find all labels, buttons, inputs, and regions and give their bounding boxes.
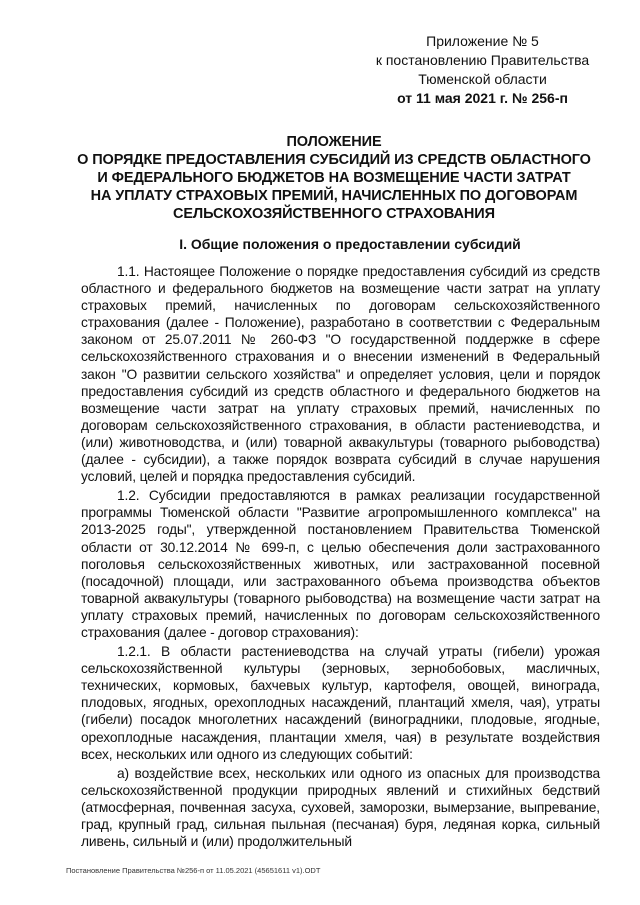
title-line-3: И ФЕДЕРАЛЬНОГО БЮДЖЕТОВ НА ВОЗМЕЩЕНИЕ ЧАСТИ ЗАТРАТ: [97, 170, 571, 186]
title-line-1: ПОЛОЖЕНИЕ: [286, 134, 382, 150]
paragraph-1-1: 1.1. Настоящее Положение о порядке предоставления субсидий из средств областного и федерального бюджетов на возмещение части затрат на уплату страховых премий, начисленных по договорам сельскохозяйственного страхования (далее - Положение), разработано в соответствии с Федеральным законом от 25.07.2011 № 260-ФЗ "О государственной поддержке в сфере сельскохозяйственного страхования и о внесении изменений в Федеральный закон "О развитии сельского хозяйства" и определяет условия, цели и порядок предоставления субсидий из средств областного и федерального бюджетов на возмещение части затрат на уплату страховых премий, начисленных по договорам сельскохозяйственного страхования, в области растениеводства, и (или) животноводства, и (или) товарной аквакультуры (товарного рыбоводства) (далее - субсидии), а также порядок возврата субсидий в случае нарушения условий, целей и порядка предоставления субсидий.: [81, 264, 600, 485]
appendix-date: от 11 мая 2021 г. № 256-п: [397, 90, 568, 106]
title-line-2: О ПОРЯДКЕ ПРЕДОСТАВЛЕНИЯ СУБСИДИЙ ИЗ СРЕДСТВ ОБЛАСТНОГО: [77, 152, 591, 168]
body-text: [81, 263, 600, 852]
title-line-4: НА УПЛАТУ СТРАХОВЫХ ПРЕМИЙ, НАЧИСЛЕННЫХ ПО ДОГОВОРАМ: [90, 188, 578, 204]
appendix-block: [360, 32, 605, 108]
paragraph-1-2: 1.2. Субсидии предоставляются в рамках реализации государственной программы Тюменской области "Развитие агропромышленного комплекса" на 2013-2025 годы", утвержденной постановлением Правительства Тюменской области от 30.12.2014 № 699-п, с целью обеспечения доли застрахованного поголовья сельскохозяйственных животных, или застрахованной посевной (посадочной) площади, или застрахованного объема производства объектов товарной аквакультуры (товарного рыбоводства) на возмещение части затрат на уплату страховых премий, начисленных по договорам сельскохозяйственного страхования (далее - договор страхования):: [81, 488, 600, 640]
title-line-5: СЕЛЬСКОХОЗЯЙСТВЕННОГО СТРАХОВАНИЯ: [173, 206, 495, 222]
document-title: [70, 133, 598, 223]
appendix-reference: к постановлению Правительства: [375, 52, 590, 68]
section-heading: I. Общие положения о предоставлении субсидий: [179, 236, 521, 252]
paragraph-a: а) воздействие всех, нескольких или одного из опасных для производства сельскохозяйственной продукции природных явлений и стихийных бедствий (атмосферная, почвенная засуха, суховей, заморозки, вымерзание, выпревание, град, крупный град, сильная пыльная (песчаная) буря, ледяная корка, сильный ливень, сильный и (или) продолжительный: [81, 765, 600, 850]
appendix-region: Тюменской области: [418, 71, 547, 87]
document-footer: Постановление Правительства №256-п от 11.05.2021 (45651611 v1).ODT: [66, 866, 321, 875]
appendix-number: Приложение № 5: [426, 33, 539, 49]
paragraph-1-2-1: 1.2.1. В области растениеводства на случай утраты (гибели) урожая сельскохозяйственной культуры (зерновых, зернобобовых, масличных, технических, кормовых, бахчевых культур, картофеля, овощей, винограда, плодовых, ягодных, орехоплодных насаждений, плантаций хмеля, чая), утраты (гибели) посадок многолетних насаждений (виноградники, плодовые, ягодные, орехоплодные насаждения, плантации хмеля, чая) в результате воздействия всех, нескольких или одного из следующих событий:: [81, 644, 600, 762]
